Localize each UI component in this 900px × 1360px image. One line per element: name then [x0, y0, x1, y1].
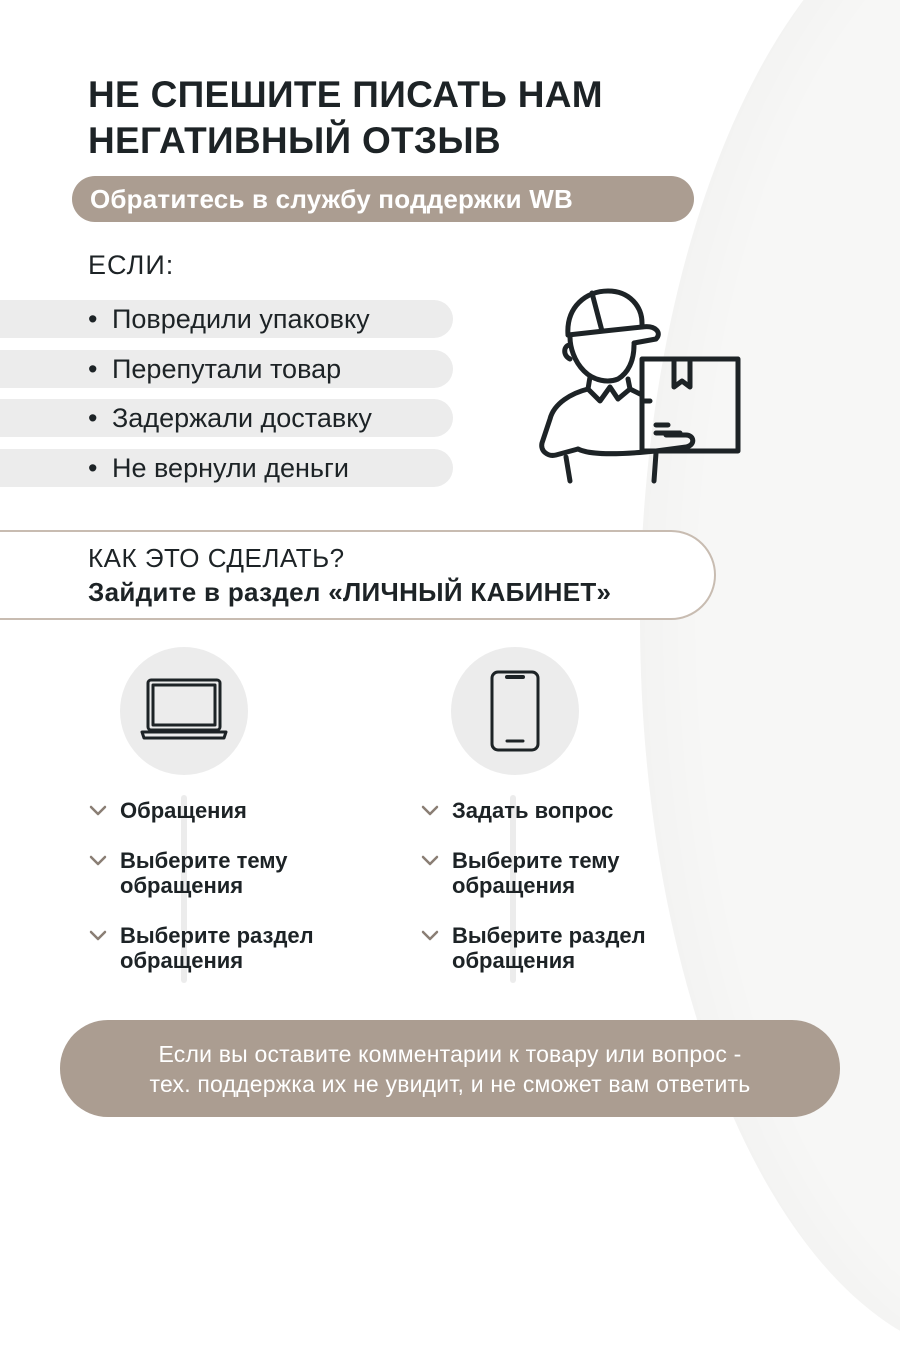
chevron-down-icon	[88, 925, 108, 945]
step-label-line-2: обращения	[452, 873, 576, 898]
step-label: Задать вопрос	[452, 798, 614, 823]
mobile-step	[452, 848, 620, 898]
smartphone-icon	[487, 669, 543, 753]
smartphone-circle	[451, 647, 579, 775]
reason-label: Повредили упаковку	[112, 304, 370, 334]
reason-label: Задержали доставку	[112, 403, 372, 433]
step-label-line-2: обращения	[120, 873, 244, 898]
step-label-line-2: обращения	[120, 948, 244, 973]
chevron-down-icon	[88, 800, 108, 820]
reason-item	[0, 449, 453, 487]
chevron-down-icon	[420, 925, 440, 945]
mobile-step	[452, 923, 646, 973]
chevron-down-icon	[88, 850, 108, 870]
step-label: Обращения	[120, 798, 247, 823]
reason-item	[0, 300, 453, 338]
note-line-2: тех. поддержка их не увидит, и не сможет вам ответить	[149, 1071, 751, 1097]
warning-note	[60, 1020, 840, 1117]
reason-label: Не вернули деньги	[112, 453, 349, 483]
reason-item	[0, 399, 453, 437]
note-line-1: Если вы оставите комментарии к товару или вопрос -	[158, 1041, 742, 1067]
title-line-1: НЕ СПЕШИТЕ ПИСАТЬ НАМ	[88, 74, 603, 115]
step-label-line-2: обращения	[452, 948, 576, 973]
reason-label: Перепутали товар	[112, 354, 342, 384]
step-label: Выберите тему	[452, 848, 620, 873]
mobile-step	[452, 798, 613, 823]
step-label: Выберите раздел	[120, 923, 314, 948]
reason-item	[0, 350, 453, 388]
step-label: Выберите раздел	[452, 923, 646, 948]
step-label: Выберите тему	[120, 848, 288, 873]
how-answer: Зайдите в раздел «ЛИЧНЫЙ КАБИНЕТ»	[88, 577, 612, 607]
chevron-down-icon	[420, 800, 440, 820]
bullet: •	[88, 453, 98, 483]
support-banner: Обратитесь в службу поддержки WB	[72, 176, 694, 222]
desktop-step	[120, 798, 247, 823]
title-line-2: НЕГАТИВНЫЙ ОТЗЫВ	[88, 120, 501, 161]
chevron-down-icon	[420, 850, 440, 870]
desktop-step	[120, 923, 314, 973]
bullet: •	[88, 304, 98, 334]
courier-with-box-icon	[538, 285, 744, 490]
laptop-icon	[140, 677, 228, 743]
how-question: КАК ЭТО СДЕЛАТЬ?	[88, 543, 345, 573]
bullet: •	[88, 354, 98, 384]
laptop-circle	[120, 647, 248, 775]
desktop-step	[120, 848, 288, 898]
if-label: ЕСЛИ:	[88, 250, 175, 280]
bullet: •	[88, 403, 98, 433]
page-title	[88, 72, 603, 164]
